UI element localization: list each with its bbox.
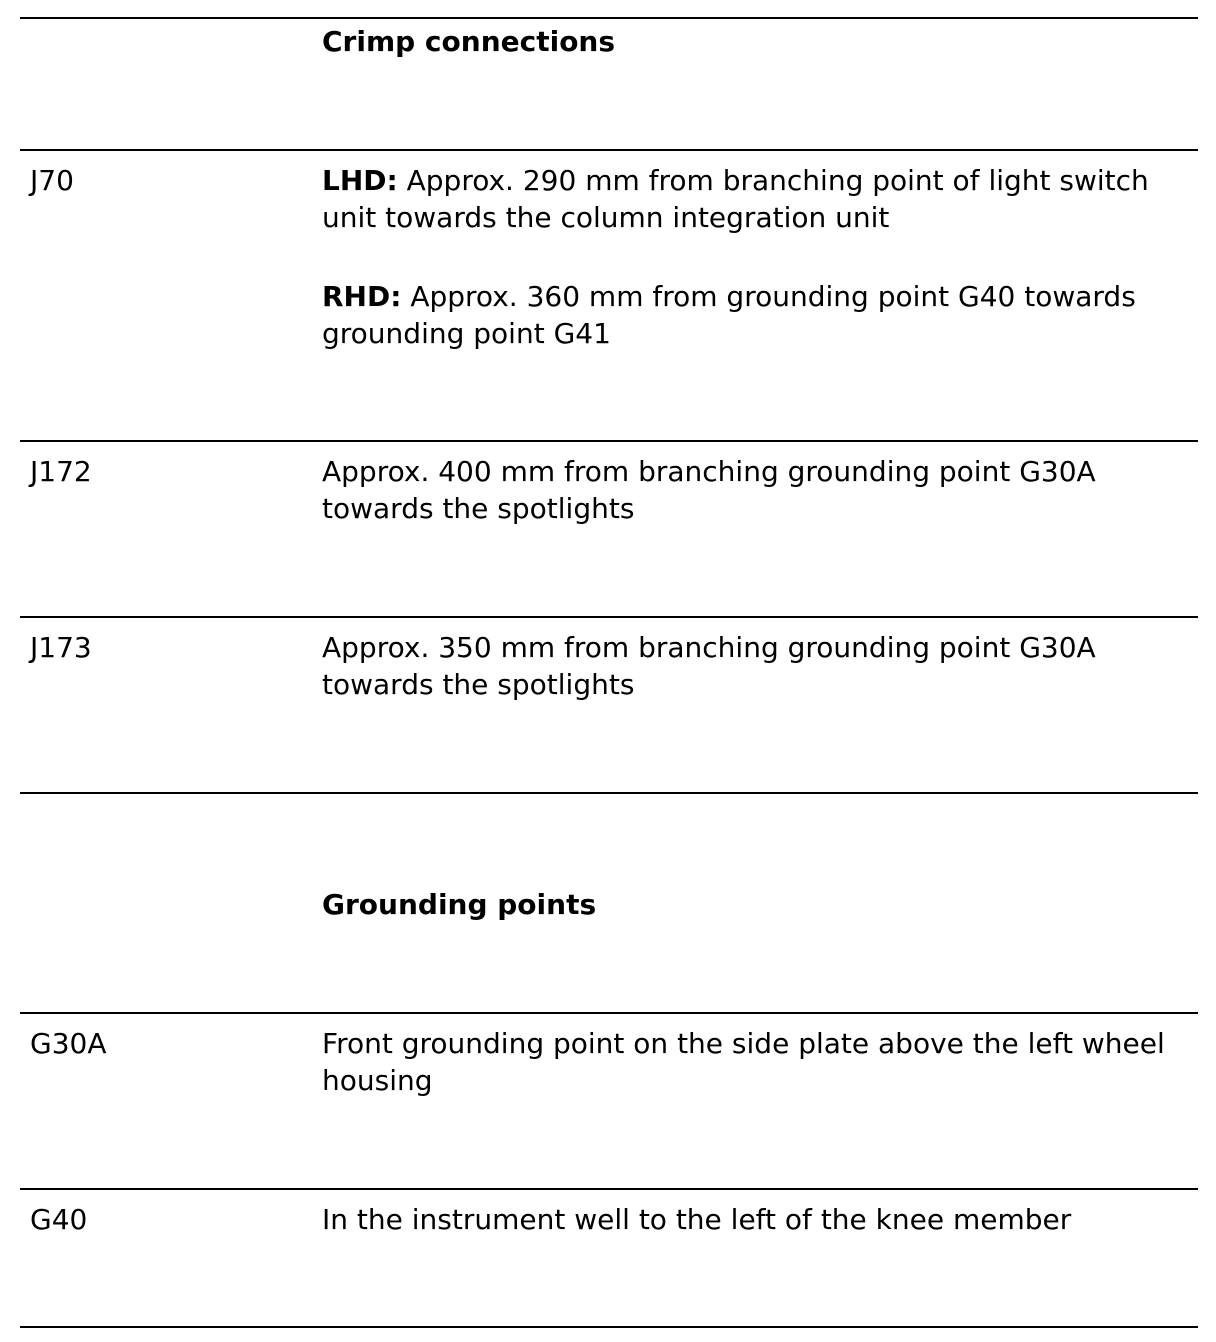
row-code: J172 — [30, 455, 92, 488]
lhd-label: LHD: — [322, 164, 398, 197]
section-heading-crimp-connections: Crimp connections — [322, 25, 616, 58]
description-paragraph: Approx. 350 mm from branching grounding point G30A towards the spotlights — [322, 631, 1096, 701]
paragraph-text: Approx. 360 mm from grounding point G40 towards grounding point G41 — [322, 280, 1136, 350]
description-paragraph: In the instrument well to the left of the knee member — [322, 1203, 1072, 1236]
table-rule — [20, 149, 1198, 151]
row-description — [322, 453, 1202, 527]
rhd-label: RHD: — [322, 280, 402, 313]
description-paragraph: Front grounding point on the side plate above the left wheel housing — [322, 1027, 1165, 1097]
row-description — [322, 1201, 1202, 1238]
description-paragraph — [322, 278, 1202, 352]
row-description — [322, 1025, 1202, 1099]
description-paragraph — [322, 162, 1202, 236]
row-code: J70 — [30, 164, 74, 197]
table-rule — [20, 1188, 1198, 1190]
row-code: G30A — [30, 1027, 107, 1060]
table-rule — [20, 616, 1198, 618]
row-code: J173 — [30, 631, 92, 664]
table-rule — [20, 17, 1198, 19]
row-code: G40 — [30, 1203, 88, 1236]
section-heading-grounding-points: Grounding points — [322, 888, 597, 921]
table-rule — [20, 1012, 1198, 1014]
row-description — [322, 162, 1202, 352]
table-rule — [20, 792, 1198, 794]
description-paragraph: Approx. 400 mm from branching grounding point G30A towards the spotlights — [322, 455, 1096, 525]
paragraph-text: Approx. 290 mm from branching point of light switch unit towards the column integration unit — [322, 164, 1149, 234]
table-rule — [20, 440, 1198, 442]
row-description — [322, 629, 1202, 703]
table-rule — [20, 1326, 1198, 1328]
